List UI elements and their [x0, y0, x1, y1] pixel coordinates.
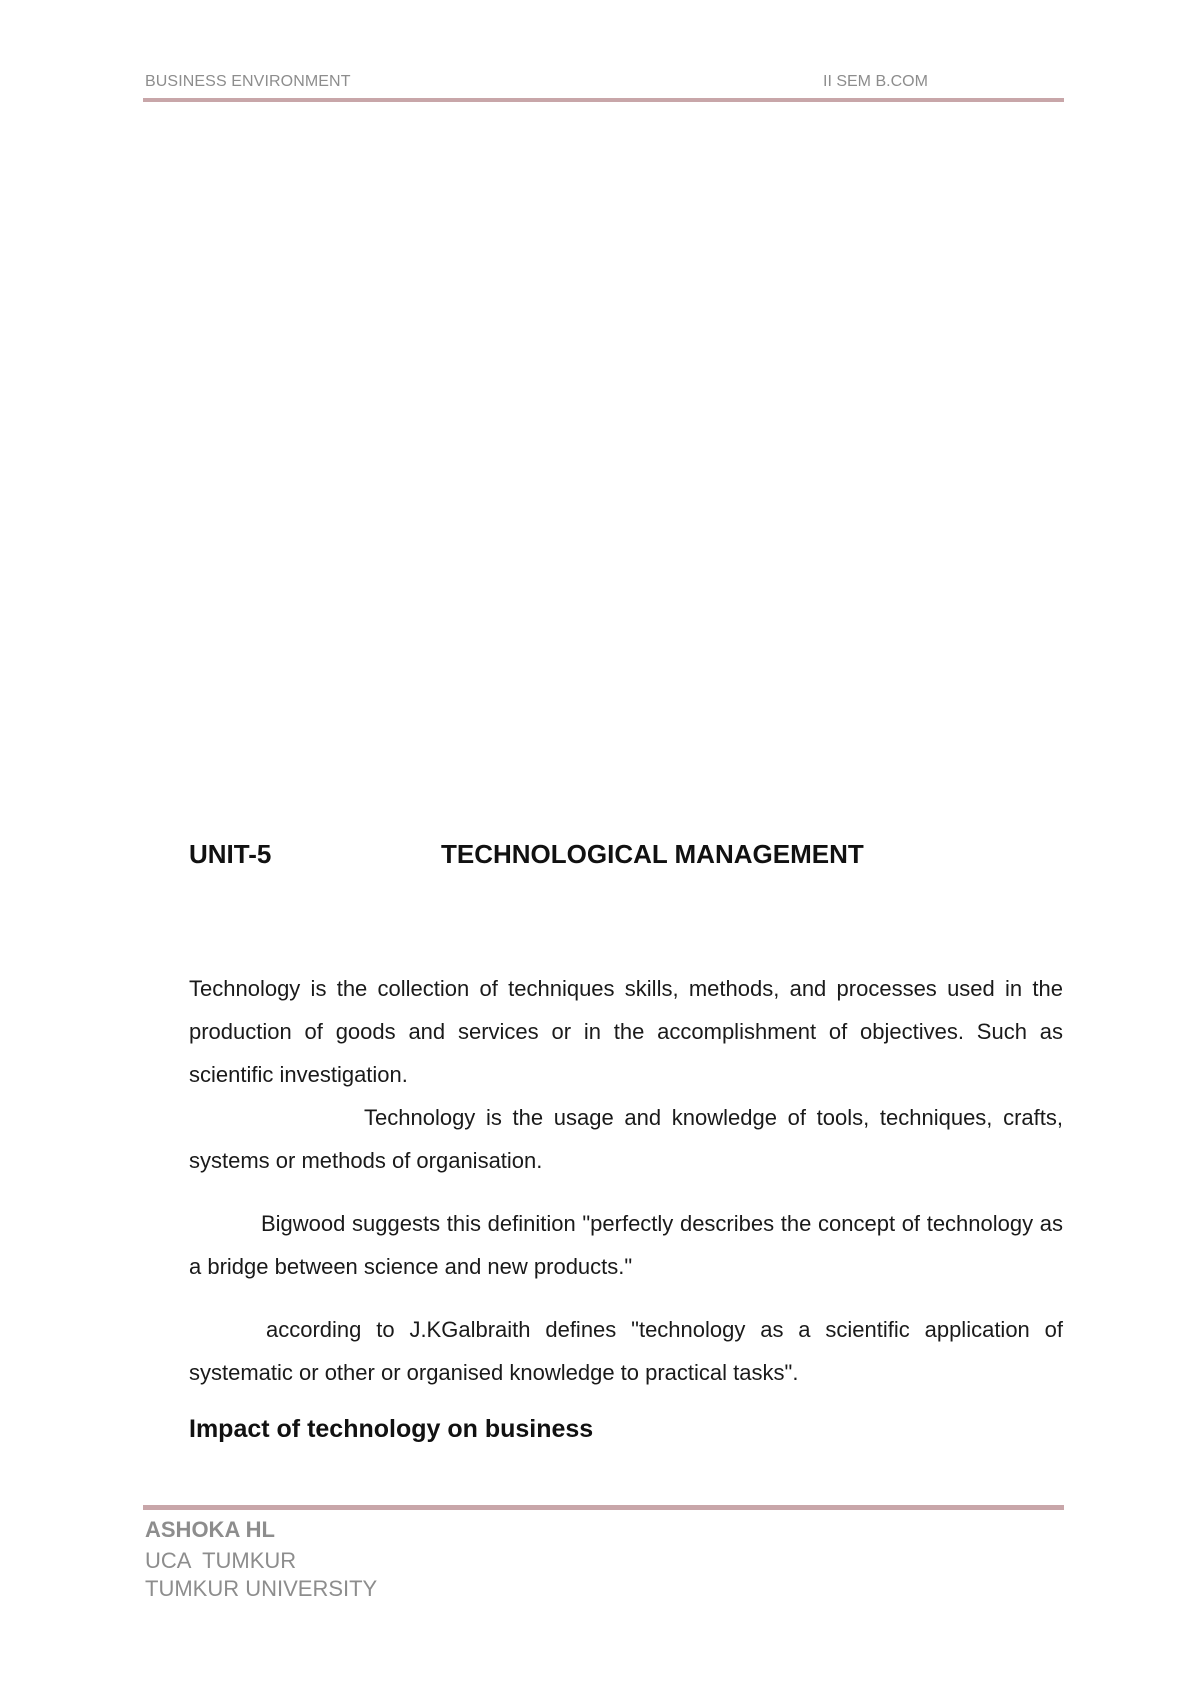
unit-number: UNIT-5 [189, 839, 272, 869]
unit-heading [189, 839, 864, 870]
header-semester: II SEM B.COM [823, 73, 928, 90]
page-header [143, 72, 1064, 102]
footer-college: UCA TUMKUR [145, 1548, 297, 1573]
unit-title: TECHNOLOGICAL MANAGEMENT [441, 839, 864, 869]
paragraph-bigwood: Bigwood suggests this definition "perfectly describes the concept of technology as a bridge between science and new products." [189, 1211, 1063, 1279]
paragraph-definition: Technology is the collection of techniques skills, methods, and processes used in the production of goods and services or in the accomplishment of objectives. Such as scientific investigation. [189, 976, 1063, 1087]
paragraph-galbraith: according to J.KGalbraith defines "technology as a scientific application of systematic or other or organised knowledge to practical tasks". [189, 1317, 1063, 1385]
header-course-title: BUSINESS ENVIRONMENT [145, 73, 351, 90]
paragraph-usage: Technology is the usage and knowledge of tools, techniques, crafts, systems or methods of organisation. [189, 1105, 1063, 1173]
page-footer [143, 1505, 1064, 1601]
section-heading: Impact of technology on business [189, 1415, 594, 1443]
footer-author: ASHOKA HL [145, 1517, 275, 1542]
footer-university: TUMKUR UNIVERSITY [145, 1576, 378, 1601]
